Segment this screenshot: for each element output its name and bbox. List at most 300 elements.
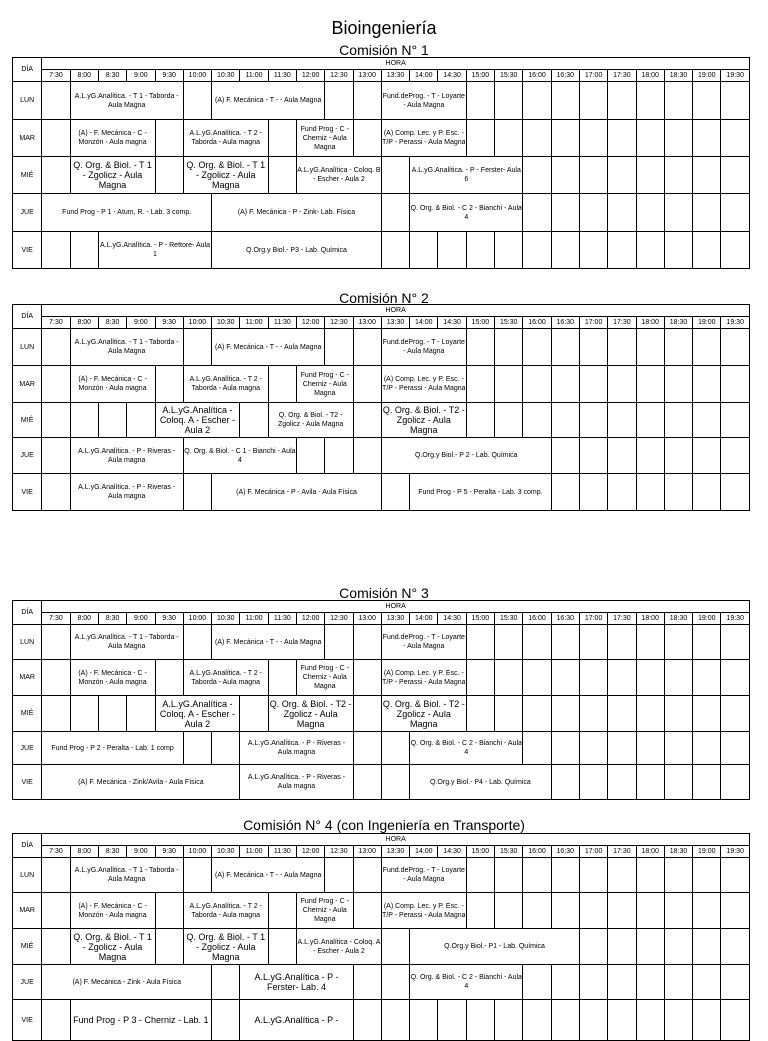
empty-slot bbox=[551, 732, 579, 765]
empty-slot bbox=[693, 120, 721, 157]
empty-slot bbox=[636, 82, 664, 120]
empty-slot bbox=[127, 403, 155, 438]
class-block: A.L.yG.Analítica. - T 1 - Taborda - Aula Magna bbox=[70, 82, 183, 120]
time-slot-header: 9:30 bbox=[155, 70, 183, 82]
empty-slot bbox=[523, 1000, 551, 1041]
empty-slot bbox=[466, 403, 494, 438]
day-label: VIE bbox=[13, 765, 42, 800]
day-label: JUE bbox=[13, 732, 42, 765]
time-slot-header: 13:00 bbox=[353, 846, 381, 858]
time-slot-header: 11:30 bbox=[268, 613, 296, 625]
time-slot-header: 11:00 bbox=[240, 317, 268, 329]
empty-slot bbox=[693, 893, 721, 929]
time-slot-header: 18:30 bbox=[664, 613, 692, 625]
class-block: A.L.yG.Analítica - P - Ferster- Lab. 4 bbox=[240, 965, 353, 1000]
class-block: A.L.yG.Analítica - Coloq. A - Escher - Aula 2 bbox=[155, 696, 240, 732]
class-block: A.L.yG.Analítica - Coloq. B - Escher - Aula 2 bbox=[296, 157, 381, 194]
empty-slot bbox=[296, 438, 324, 474]
time-slot-header: 12:30 bbox=[325, 317, 353, 329]
day-row bbox=[13, 1000, 750, 1041]
hora-header: HORA bbox=[42, 305, 750, 317]
time-slot-header: 19:30 bbox=[721, 70, 750, 82]
empty-slot bbox=[664, 403, 692, 438]
time-slot-header: 12:30 bbox=[325, 70, 353, 82]
class-block: Q. Org. & Biol. - T 1 - Zgolicz - Aula Magna bbox=[70, 157, 155, 194]
time-slot-header: 16:00 bbox=[523, 846, 551, 858]
empty-slot bbox=[155, 366, 183, 403]
empty-slot bbox=[579, 232, 607, 269]
empty-slot bbox=[721, 1000, 750, 1041]
empty-slot bbox=[466, 82, 494, 120]
time-slot-header: 18:00 bbox=[636, 613, 664, 625]
empty-slot bbox=[42, 696, 70, 732]
empty-slot bbox=[664, 696, 692, 732]
empty-slot bbox=[551, 660, 579, 696]
empty-slot bbox=[664, 858, 692, 893]
time-slot-header: 7:30 bbox=[42, 613, 70, 625]
time-slot-header: 16:30 bbox=[551, 317, 579, 329]
time-slot-header: 18:00 bbox=[636, 846, 664, 858]
empty-slot bbox=[268, 929, 296, 965]
empty-slot bbox=[551, 403, 579, 438]
empty-slot bbox=[636, 1000, 664, 1041]
empty-slot bbox=[70, 696, 98, 732]
empty-slot bbox=[721, 929, 750, 965]
day-row bbox=[13, 765, 750, 800]
time-slot-header: 14:30 bbox=[438, 317, 466, 329]
time-slot-header: 10:30 bbox=[212, 846, 240, 858]
empty-slot bbox=[608, 120, 636, 157]
class-block: Fund Prog - P 5 - Peralta - Lab. 3 comp. bbox=[410, 474, 551, 511]
empty-slot bbox=[551, 329, 579, 366]
empty-slot bbox=[70, 232, 98, 269]
class-block: A.L.yG.Analítica. - P - Riveras - Aula magna bbox=[70, 438, 183, 474]
empty-slot bbox=[664, 194, 692, 232]
empty-slot bbox=[127, 696, 155, 732]
empty-slot bbox=[721, 82, 750, 120]
empty-slot bbox=[381, 194, 409, 232]
empty-slot bbox=[268, 893, 296, 929]
class-block: Q.Org.y Biol.- P1 - Lab. Química bbox=[410, 929, 580, 965]
empty-slot bbox=[212, 965, 240, 1000]
empty-slot bbox=[551, 1000, 579, 1041]
time-slot-header: 15:30 bbox=[495, 846, 523, 858]
empty-slot bbox=[523, 893, 551, 929]
empty-slot bbox=[636, 232, 664, 269]
time-slot-header: 19:30 bbox=[721, 846, 750, 858]
empty-slot bbox=[579, 765, 607, 800]
empty-slot bbox=[579, 329, 607, 366]
time-slot-header: 14:00 bbox=[410, 317, 438, 329]
empty-slot bbox=[155, 929, 183, 965]
empty-slot bbox=[636, 403, 664, 438]
empty-slot bbox=[693, 696, 721, 732]
time-slot-header: 16:00 bbox=[523, 613, 551, 625]
empty-slot bbox=[664, 329, 692, 366]
empty-slot bbox=[551, 696, 579, 732]
empty-slot bbox=[495, 893, 523, 929]
time-slot-header: 9:00 bbox=[127, 317, 155, 329]
time-slot-header: 19:00 bbox=[693, 70, 721, 82]
empty-slot bbox=[721, 329, 750, 366]
empty-slot bbox=[608, 625, 636, 660]
empty-slot bbox=[579, 403, 607, 438]
class-block: Q. Org. & Biol. - C 2 - Bianchi - Aula 4 bbox=[410, 965, 523, 1000]
empty-slot bbox=[466, 660, 494, 696]
empty-slot bbox=[579, 120, 607, 157]
day-row bbox=[13, 366, 750, 403]
empty-slot bbox=[495, 366, 523, 403]
empty-slot bbox=[381, 1000, 409, 1041]
class-block: Fund Prog - P 2 - Peralta - Lab. 1 comp bbox=[42, 732, 183, 765]
day-row bbox=[13, 858, 750, 893]
class-block: (A) Comp. Lec. y P. Esc. - T/P - Perassi - Aula Magna bbox=[381, 893, 466, 929]
class-block: A.L.yG.Analítica - Coloq. A - Escher - Aula 2 bbox=[155, 403, 240, 438]
time-slot-header: 10:00 bbox=[183, 613, 211, 625]
class-block: A.L.yG.Analítica. - P - Riveras - Aula magna bbox=[240, 732, 353, 765]
empty-slot bbox=[183, 82, 211, 120]
time-slot-header: 9:00 bbox=[127, 613, 155, 625]
dia-header: DÍA bbox=[13, 601, 42, 625]
time-slot-header: 17:00 bbox=[579, 317, 607, 329]
day-label: VIE bbox=[13, 232, 42, 269]
empty-slot bbox=[693, 858, 721, 893]
empty-slot bbox=[42, 858, 70, 893]
empty-slot bbox=[523, 696, 551, 732]
empty-slot bbox=[183, 858, 211, 893]
empty-slot bbox=[579, 625, 607, 660]
empty-slot bbox=[551, 893, 579, 929]
time-slot-header: 18:30 bbox=[664, 70, 692, 82]
empty-slot bbox=[608, 732, 636, 765]
time-slot-header: 11:30 bbox=[268, 317, 296, 329]
empty-slot bbox=[353, 696, 381, 732]
time-slot-header: 15:00 bbox=[466, 613, 494, 625]
day-row bbox=[13, 194, 750, 232]
time-slot-header: 19:00 bbox=[693, 317, 721, 329]
day-row bbox=[13, 120, 750, 157]
empty-slot bbox=[268, 660, 296, 696]
empty-slot bbox=[495, 660, 523, 696]
time-slot-header: 15:00 bbox=[466, 317, 494, 329]
empty-slot bbox=[495, 696, 523, 732]
empty-slot bbox=[608, 329, 636, 366]
empty-slot bbox=[693, 157, 721, 194]
empty-slot bbox=[664, 625, 692, 660]
class-block: A.L.yG.Analítica. - P - Rettore- Aula 1 bbox=[98, 232, 211, 269]
time-slot-header: 8:30 bbox=[98, 317, 126, 329]
empty-slot bbox=[325, 82, 353, 120]
empty-slot bbox=[664, 929, 692, 965]
time-slot-header: 17:00 bbox=[579, 846, 607, 858]
class-block: Q. Org. & Biol. - C 2 - Bianchi - Aula 4 bbox=[410, 194, 523, 232]
time-slot-header: 12:00 bbox=[296, 846, 324, 858]
time-slot-header: 12:00 bbox=[296, 70, 324, 82]
time-slot-header: 13:30 bbox=[381, 846, 409, 858]
time-slot-header: 14:30 bbox=[438, 613, 466, 625]
day-label: MIÉ bbox=[13, 929, 42, 965]
empty-slot bbox=[693, 765, 721, 800]
time-slot-header: 14:30 bbox=[438, 70, 466, 82]
empty-slot bbox=[381, 732, 409, 765]
class-block: Q. Org. & Biol. - T 1 - Zgolicz - Aula Magna bbox=[70, 929, 155, 965]
empty-slot bbox=[240, 696, 268, 732]
class-block: Fund Prog - P 1 - Atum, R. - Lab. 3 comp. bbox=[42, 194, 212, 232]
class-block: A.L.yG.Analítica. - T 1 - Taborda - Aula Magna bbox=[70, 625, 183, 660]
empty-slot bbox=[523, 403, 551, 438]
empty-slot bbox=[495, 329, 523, 366]
time-slot-header: 15:00 bbox=[466, 70, 494, 82]
time-slot-header: 9:00 bbox=[127, 846, 155, 858]
empty-slot bbox=[693, 438, 721, 474]
empty-slot bbox=[42, 329, 70, 366]
empty-slot bbox=[608, 157, 636, 194]
class-block: A.L.yG.Analítica. - T 2 - Taborda - Aula magna bbox=[183, 660, 268, 696]
time-slot-header: 14:00 bbox=[410, 613, 438, 625]
empty-slot bbox=[42, 438, 70, 474]
empty-slot bbox=[636, 858, 664, 893]
time-slot-header: 8:30 bbox=[98, 846, 126, 858]
time-slot-header: 15:00 bbox=[466, 846, 494, 858]
time-slot-header: 12:30 bbox=[325, 613, 353, 625]
empty-slot bbox=[212, 1000, 240, 1041]
empty-slot bbox=[693, 732, 721, 765]
time-slot-header: 8:30 bbox=[98, 70, 126, 82]
time-slot-header: 17:30 bbox=[608, 846, 636, 858]
empty-slot bbox=[155, 660, 183, 696]
time-slot-header: 13:00 bbox=[353, 613, 381, 625]
empty-slot bbox=[721, 474, 750, 511]
schedule-table bbox=[12, 304, 750, 511]
empty-slot bbox=[42, 403, 70, 438]
empty-slot bbox=[579, 157, 607, 194]
empty-slot bbox=[579, 1000, 607, 1041]
class-block: A.L.yG.Analítica. - T 2 - Taborda - Aula magna bbox=[183, 120, 268, 157]
empty-slot bbox=[721, 366, 750, 403]
empty-slot bbox=[721, 157, 750, 194]
hora-header: HORA bbox=[42, 601, 750, 613]
empty-slot bbox=[608, 858, 636, 893]
time-slot-header: 13:30 bbox=[381, 70, 409, 82]
time-slot-header: 16:00 bbox=[523, 317, 551, 329]
empty-slot bbox=[608, 765, 636, 800]
empty-slot bbox=[42, 82, 70, 120]
class-block: Fund.deProg. - T - Loyarte - Aula Magna bbox=[381, 858, 466, 893]
day-label: LUN bbox=[13, 625, 42, 660]
empty-slot bbox=[579, 660, 607, 696]
empty-slot bbox=[608, 438, 636, 474]
time-slot-header: 19:00 bbox=[693, 846, 721, 858]
time-slot-header: 13:00 bbox=[353, 317, 381, 329]
empty-slot bbox=[721, 438, 750, 474]
day-label: LUN bbox=[13, 82, 42, 120]
time-slot-header: 9:30 bbox=[155, 317, 183, 329]
empty-slot bbox=[70, 403, 98, 438]
class-block: (A) F. Mecánica - P - Zink- Lab. Física bbox=[212, 194, 382, 232]
empty-slot bbox=[183, 732, 211, 765]
time-slot-header: 10:30 bbox=[212, 70, 240, 82]
time-slot-header: 18:30 bbox=[664, 317, 692, 329]
empty-slot bbox=[636, 194, 664, 232]
empty-slot bbox=[42, 625, 70, 660]
empty-slot bbox=[523, 366, 551, 403]
empty-slot bbox=[636, 625, 664, 660]
empty-slot bbox=[240, 403, 268, 438]
empty-slot bbox=[42, 893, 70, 929]
time-slot-header: 18:30 bbox=[664, 846, 692, 858]
empty-slot bbox=[268, 120, 296, 157]
day-row bbox=[13, 403, 750, 438]
empty-slot bbox=[636, 474, 664, 511]
day-row bbox=[13, 474, 750, 511]
day-label: JUE bbox=[13, 194, 42, 232]
empty-slot bbox=[353, 965, 381, 1000]
empty-slot bbox=[466, 858, 494, 893]
class-block: A.L.yG.Analítica. - P - Ferster- Aula 6 bbox=[410, 157, 523, 194]
empty-slot bbox=[495, 82, 523, 120]
empty-slot bbox=[551, 232, 579, 269]
empty-slot bbox=[636, 329, 664, 366]
empty-slot bbox=[579, 366, 607, 403]
time-slot-header: 9:00 bbox=[127, 70, 155, 82]
empty-slot bbox=[551, 438, 579, 474]
class-block: Fund Prog - P 3 - Cherniz - Lab. 1 bbox=[70, 1000, 211, 1041]
class-block: Q.Org.y Biol.- P4 - Lab. Química bbox=[410, 765, 551, 800]
empty-slot bbox=[523, 120, 551, 157]
schedule-table bbox=[12, 833, 750, 1041]
empty-slot bbox=[155, 157, 183, 194]
empty-slot bbox=[721, 893, 750, 929]
time-slot-header: 19:30 bbox=[721, 317, 750, 329]
time-slot-header: 18:00 bbox=[636, 70, 664, 82]
time-slot-header: 12:30 bbox=[325, 846, 353, 858]
empty-slot bbox=[579, 82, 607, 120]
class-block: Fund.deProg. - T - Loyarte - Aula Magna bbox=[381, 625, 466, 660]
empty-slot bbox=[636, 929, 664, 965]
empty-slot bbox=[42, 232, 70, 269]
class-block: Q. Org. & Biol. - T2 - Zgolicz - Aula Magna bbox=[268, 696, 353, 732]
empty-slot bbox=[42, 157, 70, 194]
day-label: JUE bbox=[13, 438, 42, 474]
empty-slot bbox=[523, 965, 551, 1000]
class-block: A.L.yG.Analítica. - P - Riveras - Aula magna bbox=[70, 474, 183, 511]
empty-slot bbox=[325, 438, 353, 474]
time-slot-header: 11:00 bbox=[240, 70, 268, 82]
empty-slot bbox=[664, 438, 692, 474]
empty-slot bbox=[523, 660, 551, 696]
hora-header: HORA bbox=[42, 834, 750, 846]
empty-slot bbox=[381, 157, 409, 194]
class-block: (A) Comp. Lec. y P. Esc. - T/P - Perassi - Aula Magna bbox=[381, 660, 466, 696]
empty-slot bbox=[523, 82, 551, 120]
empty-slot bbox=[636, 157, 664, 194]
time-slot-header: 17:30 bbox=[608, 613, 636, 625]
commission-title: Comisión N° 3 bbox=[339, 585, 429, 601]
empty-slot bbox=[636, 120, 664, 157]
empty-slot bbox=[466, 893, 494, 929]
class-block: Q.Org.y Biol.- P 2 - Lab. Química bbox=[381, 438, 551, 474]
empty-slot bbox=[268, 157, 296, 194]
time-slot-header: 17:30 bbox=[608, 70, 636, 82]
time-slot-header: 16:00 bbox=[523, 70, 551, 82]
empty-slot bbox=[664, 1000, 692, 1041]
empty-slot bbox=[268, 366, 296, 403]
time-slot-header: 7:30 bbox=[42, 70, 70, 82]
empty-slot bbox=[579, 893, 607, 929]
empty-slot bbox=[579, 194, 607, 232]
empty-slot bbox=[721, 858, 750, 893]
empty-slot bbox=[466, 232, 494, 269]
class-block: Fund Prog - C - Cherniz - Aula Magna bbox=[296, 893, 353, 929]
empty-slot bbox=[579, 929, 607, 965]
time-slot-header: 10:30 bbox=[212, 613, 240, 625]
empty-slot bbox=[155, 893, 183, 929]
dia-header: DÍA bbox=[13, 58, 42, 82]
empty-slot bbox=[353, 366, 381, 403]
empty-slot bbox=[523, 858, 551, 893]
empty-slot bbox=[721, 194, 750, 232]
empty-slot bbox=[551, 474, 579, 511]
class-block: A.L.yG.Analítica. - P - Riveras - Aula magna bbox=[240, 765, 353, 800]
empty-slot bbox=[608, 194, 636, 232]
empty-slot bbox=[636, 438, 664, 474]
empty-slot bbox=[664, 660, 692, 696]
empty-slot bbox=[664, 232, 692, 269]
empty-slot bbox=[608, 660, 636, 696]
day-row bbox=[13, 438, 750, 474]
time-slot-header: 15:30 bbox=[495, 613, 523, 625]
class-block: A.L.yG.Analítica - Coloq. A - Escher - Aula 2 bbox=[296, 929, 381, 965]
time-slot-header: 15:30 bbox=[495, 317, 523, 329]
class-block: Fund.deProg. - T - Loyarte - Aula Magna bbox=[381, 82, 466, 120]
empty-slot bbox=[721, 732, 750, 765]
empty-slot bbox=[523, 732, 551, 765]
empty-slot bbox=[523, 329, 551, 366]
empty-slot bbox=[381, 929, 409, 965]
empty-slot bbox=[693, 625, 721, 660]
class-block: A.L.yG.Analítica. - T 1 - Taborda - Aula Magna bbox=[70, 858, 183, 893]
time-slot-header: 16:30 bbox=[551, 70, 579, 82]
empty-slot bbox=[353, 82, 381, 120]
empty-slot bbox=[42, 120, 70, 157]
empty-slot bbox=[664, 366, 692, 403]
empty-slot bbox=[551, 366, 579, 403]
page-title: Bioingeniería bbox=[331, 18, 437, 38]
empty-slot bbox=[693, 82, 721, 120]
empty-slot bbox=[636, 660, 664, 696]
empty-slot bbox=[693, 366, 721, 403]
empty-slot bbox=[466, 120, 494, 157]
day-label: MAR bbox=[13, 660, 42, 696]
time-slot-header: 11:30 bbox=[268, 70, 296, 82]
time-slot-header: 11:30 bbox=[268, 846, 296, 858]
empty-slot bbox=[381, 232, 409, 269]
empty-slot bbox=[608, 82, 636, 120]
time-slot-header: 10:00 bbox=[183, 846, 211, 858]
empty-slot bbox=[608, 696, 636, 732]
empty-slot bbox=[693, 474, 721, 511]
empty-slot bbox=[353, 625, 381, 660]
empty-slot bbox=[381, 474, 409, 511]
empty-slot bbox=[721, 403, 750, 438]
time-slot-header: 14:00 bbox=[410, 70, 438, 82]
time-slot-header: 8:00 bbox=[70, 70, 98, 82]
empty-slot bbox=[523, 194, 551, 232]
empty-slot bbox=[495, 403, 523, 438]
class-block: A.L.yG.Analítica. - T 2 - Taborda - Aula magna bbox=[183, 893, 268, 929]
empty-slot bbox=[721, 965, 750, 1000]
empty-slot bbox=[183, 625, 211, 660]
